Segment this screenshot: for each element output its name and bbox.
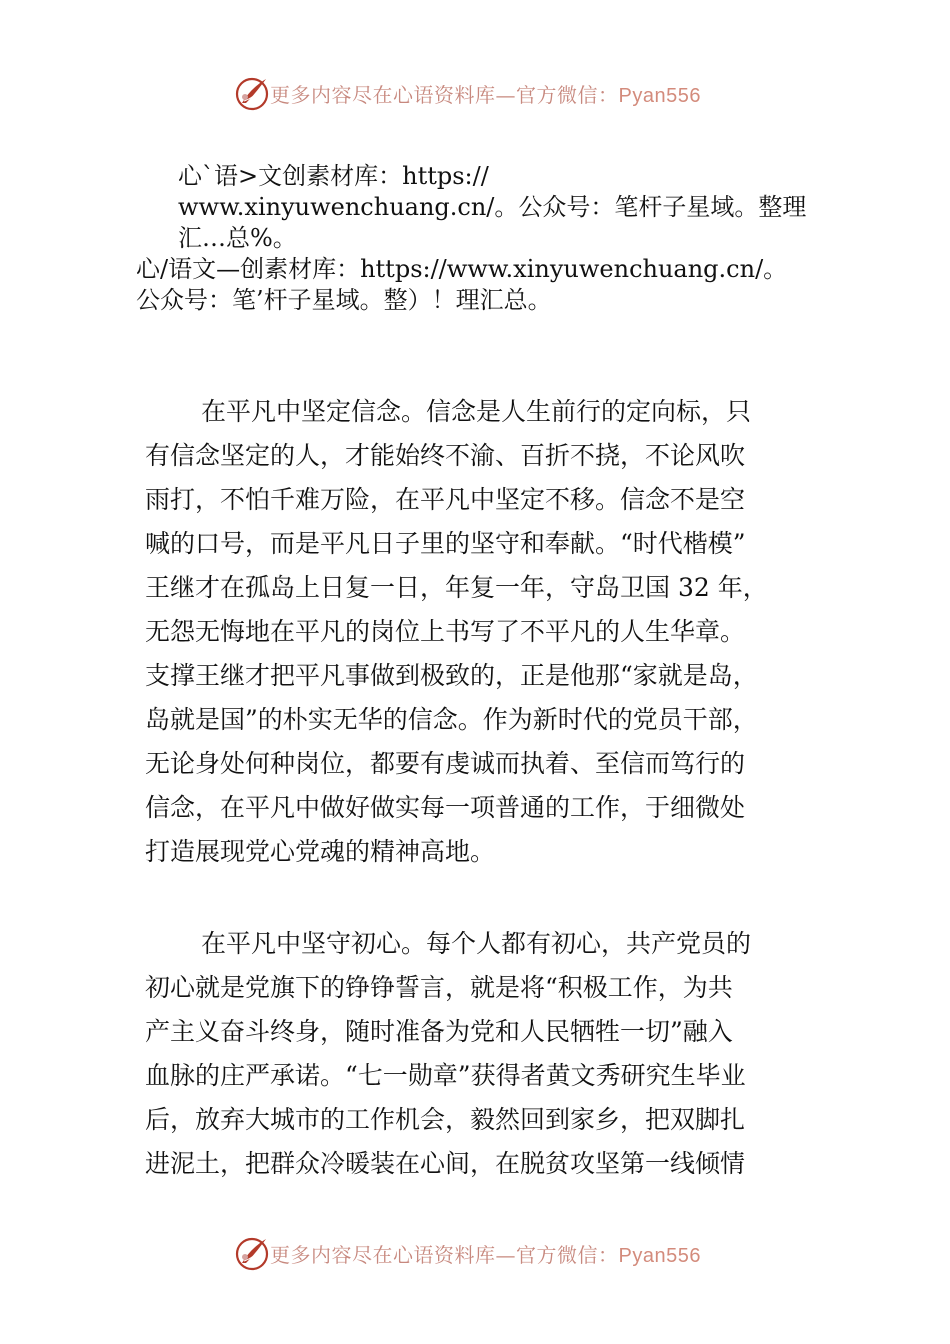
paragraph-line: 无怨无悔地在平凡的岗位上书写了不平凡的人生华章。	[145, 617, 746, 646]
top-banner	[0, 71, 950, 115]
banner-wechat-id: Pyan556	[618, 85, 701, 107]
paragraph-line: 支撑王继才把平凡事做到极致的，正是他那“家就是岛，	[145, 661, 758, 690]
header-line-5: 公众号：笔’杆子星域。整）！理汇总。	[136, 286, 552, 314]
banner-text	[270, 79, 701, 108]
paragraph-line: 岛就是国”的朴实无华的信念。作为新时代的党员干部，	[145, 705, 758, 734]
paragraph-line: 血脉的庄严承诺。“七一勋章”获得者黄文秀研究生毕业	[145, 1061, 746, 1090]
paragraph-line: 初心就是党旗下的铮铮誓言，就是将“积极工作，为共	[145, 973, 733, 1002]
quill-leaf-logo-icon	[232, 1233, 272, 1273]
bottom-banner	[0, 1231, 950, 1275]
quill-leaf-logo-icon	[232, 73, 272, 113]
banner-main-text: 更多内容尽在心语资料库—官方微信：	[270, 1243, 619, 1267]
banner-text	[270, 1239, 701, 1268]
paragraph-line: 产主义奋斗终身，随时准备为党和人民牺牲一切”融入	[145, 1017, 733, 1046]
header-line-4: 心/语文—创素材库：https://www.xinyuwenchuang.cn/。	[136, 255, 788, 283]
paragraph-faith	[145, 390, 815, 874]
paragraph-line: 喊的口号，而是平凡日子里的坚守和奉献。“时代楷模”	[145, 529, 746, 558]
header-line-3: 汇…总%。	[178, 224, 297, 252]
paragraph-line: 信念，在平凡中做好做实每一项普通的工作，于细微处	[145, 793, 746, 822]
banner-main-text: 更多内容尽在心语资料库—官方微信：	[270, 83, 619, 107]
paragraph-original-aspiration	[145, 922, 815, 1186]
paragraph-line: 打造展现党心党魂的精神高地。	[145, 837, 496, 866]
header-line-1: 心`语>文创素材库：https://	[178, 162, 489, 190]
paragraph-line: 王继才在孤岛上日复一日，年复一年，守岛卫国 32 年，	[145, 573, 768, 602]
paragraph-line: 在平凡中坚守初心。每个人都有初心，共产党员的	[201, 929, 752, 958]
header-line-2: www.xinyuwenchuang.cn/。公众号：笔杆子星域。整理	[178, 193, 807, 221]
paragraph-line: 后，放弃大城市的工作机会，毅然回到家乡，把双脚扎	[145, 1105, 746, 1134]
paragraph-line: 进泥土，把群众冷暖装在心间，在脱贫攻坚第一线倾情	[145, 1149, 746, 1178]
paragraph-line: 雨打，不怕千难万险，在平凡中坚定不移。信念不是空	[145, 485, 746, 514]
paragraph-line: 有信念坚定的人，才能始终不渝、百折不挠，不论风吹	[145, 441, 746, 470]
banner-wechat-id: Pyan556	[618, 1245, 701, 1267]
paragraph-line: 在平凡中坚定信念。信念是人生前行的定向标，只	[201, 397, 752, 426]
paragraph-line: 无论身处何种岗位，都要有虔诚而执着、至信而笃行的	[145, 749, 746, 778]
